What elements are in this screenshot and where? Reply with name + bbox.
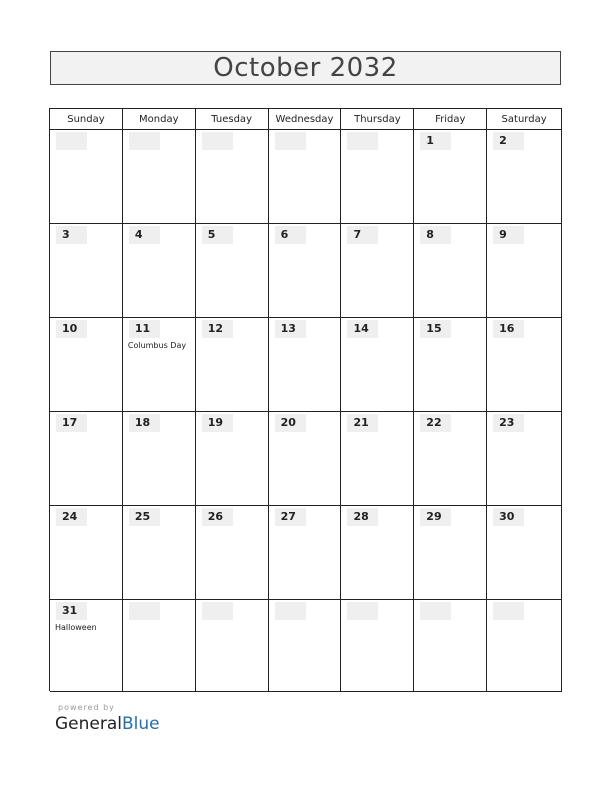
weekday-header-thursday: Thursday — [341, 109, 414, 130]
day-cell-17[interactable] — [50, 412, 123, 506]
day-cell-empty[interactable] — [196, 130, 269, 224]
day-cell-empty[interactable] — [196, 600, 269, 692]
day-number: 10 — [62, 322, 78, 335]
weekday-header-row — [50, 109, 562, 130]
day-cell-empty[interactable] — [50, 130, 123, 224]
day-number-background — [420, 226, 451, 244]
day-cell-22[interactable] — [414, 412, 487, 506]
day-cell-16[interactable] — [487, 318, 562, 412]
day-number-background — [275, 226, 306, 244]
day-cell-empty[interactable] — [487, 600, 562, 692]
day-cell-31[interactable] — [50, 600, 123, 692]
day-number-background — [493, 132, 524, 150]
brand-logo-part2: Blue — [122, 714, 160, 734]
day-number-background — [275, 132, 306, 150]
calendar-title-box — [50, 51, 561, 85]
weekday-header-tuesday: Tuesday — [196, 109, 269, 130]
day-cell-4[interactable] — [123, 224, 196, 318]
day-number: 31 — [62, 604, 78, 617]
day-cell-28[interactable] — [341, 506, 414, 600]
day-cell-2[interactable] — [487, 130, 562, 224]
day-number-background — [202, 226, 233, 244]
day-number: 20 — [280, 416, 296, 429]
day-cell-empty[interactable] — [341, 600, 414, 692]
day-cell-30[interactable] — [487, 506, 562, 600]
day-cell-12[interactable] — [196, 318, 269, 412]
day-number: 3 — [62, 228, 70, 241]
week-row — [50, 130, 562, 224]
day-number: 18 — [134, 416, 151, 429]
weekday-header-monday: Monday — [123, 109, 196, 130]
day-cell-10[interactable] — [50, 318, 123, 412]
weekday-header-friday: Friday — [414, 109, 487, 130]
day-cell-29[interactable] — [414, 506, 487, 600]
day-number: 1 — [426, 134, 434, 147]
brand-logo[interactable] — [55, 714, 160, 734]
day-cell-24[interactable] — [50, 506, 123, 600]
day-number: 12 — [207, 322, 224, 335]
day-cell-7[interactable] — [341, 224, 414, 318]
day-cell-21[interactable] — [341, 412, 414, 506]
day-cell-empty[interactable] — [269, 130, 342, 224]
day-number: 14 — [353, 322, 369, 335]
day-number: 2 — [499, 134, 507, 147]
day-number-background — [347, 132, 378, 150]
day-number: 24 — [62, 510, 78, 523]
week-row — [50, 318, 562, 412]
day-number-background — [347, 602, 378, 620]
day-cell-empty[interactable] — [269, 600, 342, 692]
day-cell-empty[interactable] — [123, 130, 196, 224]
day-number-background — [493, 602, 524, 620]
day-number: 26 — [207, 510, 224, 523]
day-cell-20[interactable] — [269, 412, 342, 506]
day-number-background — [129, 226, 160, 244]
week-row — [50, 224, 562, 318]
day-number: 29 — [426, 510, 442, 523]
day-number: 11 — [134, 322, 151, 335]
day-cell-27[interactable] — [269, 506, 342, 600]
day-number: 8 — [426, 228, 434, 241]
day-cell-empty[interactable] — [341, 130, 414, 224]
day-number: 30 — [499, 510, 515, 523]
week-row — [50, 412, 562, 506]
day-cell-25[interactable] — [123, 506, 196, 600]
day-cell-1[interactable] — [414, 130, 487, 224]
day-cell-26[interactable] — [196, 506, 269, 600]
day-cell-5[interactable] — [196, 224, 269, 318]
week-row — [50, 600, 562, 692]
brand-logo-part1: General — [55, 714, 122, 734]
day-cell-14[interactable] — [341, 318, 414, 412]
week-row — [50, 506, 562, 600]
day-number: 28 — [353, 510, 369, 523]
day-number: 16 — [499, 322, 515, 335]
day-number-background — [420, 602, 451, 620]
day-number: 6 — [280, 228, 289, 241]
day-number: 22 — [426, 416, 442, 429]
powered-by-label: powered by — [58, 703, 115, 712]
day-number: 9 — [499, 228, 507, 241]
day-cell-15[interactable] — [414, 318, 487, 412]
weekday-header-saturday: Saturday — [487, 109, 562, 130]
day-number: 15 — [426, 322, 442, 335]
day-cell-13[interactable] — [269, 318, 342, 412]
day-cell-19[interactable] — [196, 412, 269, 506]
day-cell-18[interactable] — [123, 412, 196, 506]
day-cell-empty[interactable] — [414, 600, 487, 692]
day-cell-9[interactable] — [487, 224, 562, 318]
day-number: 7 — [353, 228, 362, 241]
day-cell-23[interactable] — [487, 412, 562, 506]
day-number: 27 — [280, 510, 296, 523]
day-number: 5 — [207, 228, 216, 241]
day-number-background — [202, 132, 233, 150]
day-number-background — [56, 132, 87, 150]
calendar-title: October 2032 — [213, 53, 398, 83]
day-number-background — [129, 602, 160, 620]
day-number-background — [493, 226, 524, 244]
day-cell-11[interactable] — [123, 318, 196, 412]
day-number: 23 — [499, 416, 515, 429]
day-number: 13 — [280, 322, 296, 335]
weekday-header-wednesday: Wednesday — [269, 109, 342, 130]
day-number-background — [129, 132, 160, 150]
holiday-label: Columbus Day — [127, 341, 187, 350]
day-number-background — [420, 132, 451, 150]
day-number: 21 — [353, 416, 369, 429]
day-cell-6[interactable] — [269, 224, 342, 318]
holiday-label: Halloween — [55, 623, 97, 632]
weekday-header-sunday: Sunday — [50, 109, 123, 130]
day-number: 17 — [62, 416, 78, 429]
day-cell-8[interactable] — [414, 224, 487, 318]
day-number-background — [347, 226, 378, 244]
day-number-background — [275, 602, 306, 620]
calendar-grid — [49, 108, 562, 691]
day-number: 25 — [134, 510, 151, 523]
day-cell-empty[interactable] — [123, 600, 196, 692]
day-cell-3[interactable] — [50, 224, 123, 318]
day-number: 19 — [207, 416, 224, 429]
day-number-background — [56, 226, 87, 244]
day-number-background — [202, 602, 233, 620]
day-number: 4 — [134, 228, 143, 241]
